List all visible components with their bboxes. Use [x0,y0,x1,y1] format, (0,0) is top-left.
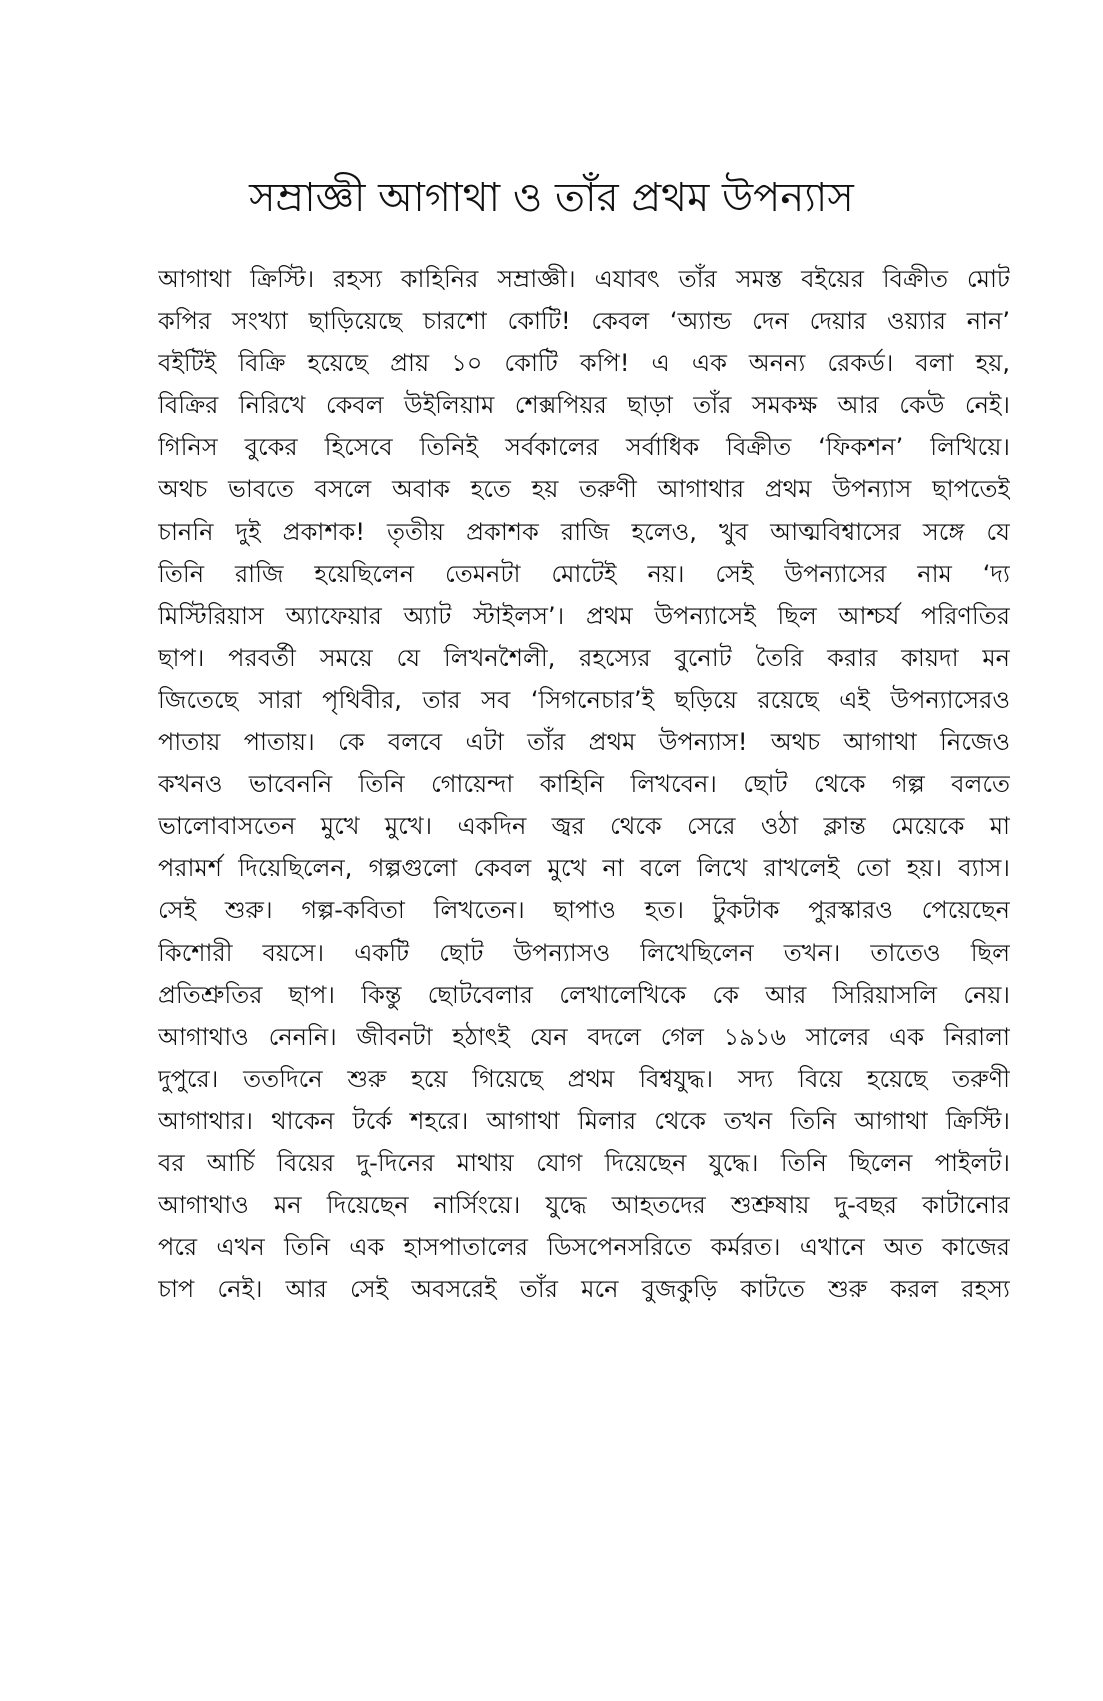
text-line: বর আর্চি বিয়ের দু-দিনের মাথায় যোগ দিয়েছেন যুদ্ধে। তিনি ছিলেন পাইলট। [158,1148,1010,1177]
text-line: গিনিস বুকের হিসেবে তিনিই সর্বকালের সর্বাধিক বিক্রীত ‘ফিকশন’ লিখিয়ে। [158,433,1010,462]
text-line: প্রতিশ্রুতির ছাপ। কিন্তু ছোটবেলার লেখালেখিকে কে আর সিরিয়াসলি নেয়। [158,980,1010,1009]
text-line: আগাথার। থাকেন টর্কে শহরে। আগাথা মিলার থেকে তখন তিনি আগাথা ক্রিস্টি। [158,1106,1010,1135]
text-line: সেই শুরু। গল্প-কবিতা লিখতেন। ছাপাও হত। টুকটাক পুরস্কারও পেয়েছেন [158,896,1010,925]
text-line: ছাপ। পরবর্তী সময়ে যে লিখনশৈলী, রহস্যের বুনোট তৈরি করার কায়দা মন [158,643,1010,672]
text-line: কখনও ভাবেননি তিনি গোয়েন্দা কাহিনি লিখবেন। ছোট থেকে গল্প বলতে [158,770,1010,799]
text-line: তিনি রাজি হয়েছিলেন তেমনটা মোটেই নয়। সেই উপন্যাসের নাম ‘দ্য [158,559,1010,588]
text-line: বইটিই বিক্রি হয়েছে প্রায় ১০ কোটি কপি! এ এক অনন্য রেকর্ড। বলা হয়, [158,349,1010,378]
text-line: পাতায় পাতায়। কে বলবে এটা তাঁর প্রথম উপন্যাস! অথচ আগাথা নিজেও [158,728,1010,757]
text-line: পরামর্শ দিয়েছিলেন, গল্পগুলো কেবল মুখে না বলে লিখে রাখলেই তো হয়। ব্যাস। [158,854,1010,883]
chapter-title: সম্রাজ্ঞী আগাথা ও তাঁর প্রথম উপন্যাস [249,175,854,221]
text-line: ভালোবাসতেন মুখে মুখে। একদিন জ্বর থেকে সেরে ওঠা ক্লান্ত মেয়েকে মা [158,812,1010,841]
text-line: আগাথাও নেননি। জীবনটা হঠাৎই যেন বদলে গেল ১৯১৬ সালের এক নিরালা [158,1022,1010,1051]
text-line: জিতেছে সারা পৃথিবীর, তার সব ‘সিগনেচার’ই ছড়িয়ে রয়েছে এই উপন্যাসেরও [158,685,1010,714]
text-line: চাননি দুই প্রকাশক! তৃতীয় প্রকাশক রাজি হলেও, খুব আত্মবিশ্বাসের সঙ্গে যে [158,517,1010,546]
text-line: কিশোরী বয়সে। একটি ছোট উপন্যাসও লিখেছিলেন তখন। তাতেও ছিল [158,938,1010,967]
text-line: কপির সংখ্যা ছাড়িয়েছে চারশো কোটি! কেবল ‘অ্যান্ড দেন দেয়ার ওয়্যার নান’ [158,307,1010,336]
text-line: চাপ নেই। আর সেই অবসরেই তাঁর মনে বুজকুড়ি কাটতে শুরু করল রহস্য [158,1275,1010,1304]
body-paragraph [158,258,1010,1310]
text-line: অথচ ভাবতে বসলে অবাক হতে হয় তরুণী আগাথার প্রথম উপন্যাস ছাপতেই [158,475,1010,504]
text-line: দুপুরে। ততদিনে শুরু হয়ে গিয়েছে প্রথম বিশ্বযুদ্ধ। সদ্য বিয়ে হয়েছে তরুণী [158,1064,1010,1093]
text-line: পরে এখন তিনি এক হাসপাতালের ডিসপেনসরিতে কর্মরত। এখানে অত কাজের [158,1233,1010,1262]
text-line: মিস্টিরিয়াস অ্যাফেয়ার অ্যাট স্টাইলস’। প্রথম উপন্যাসেই ছিল আশ্চর্য পরিণতির [158,601,1010,630]
text-line: আগাথা ক্রিস্টি। রহস্য কাহিনির সম্রাজ্ঞী। এযাবৎ তাঁর সমস্ত বইয়ের বিক্রীত মোট [158,265,1010,293]
text-line: আগাথাও মন দিয়েছেন নার্সিংয়ে। যুদ্ধে আহতদের শুশ্রুষায় দু-বছর কাটানোর [158,1191,1010,1220]
text-line: বিক্রির নিরিখে কেবল উইলিয়াম শেক্সপিয়র ছাড়া তাঁর সমকক্ষ আর কেউ নেই। [158,391,1010,420]
